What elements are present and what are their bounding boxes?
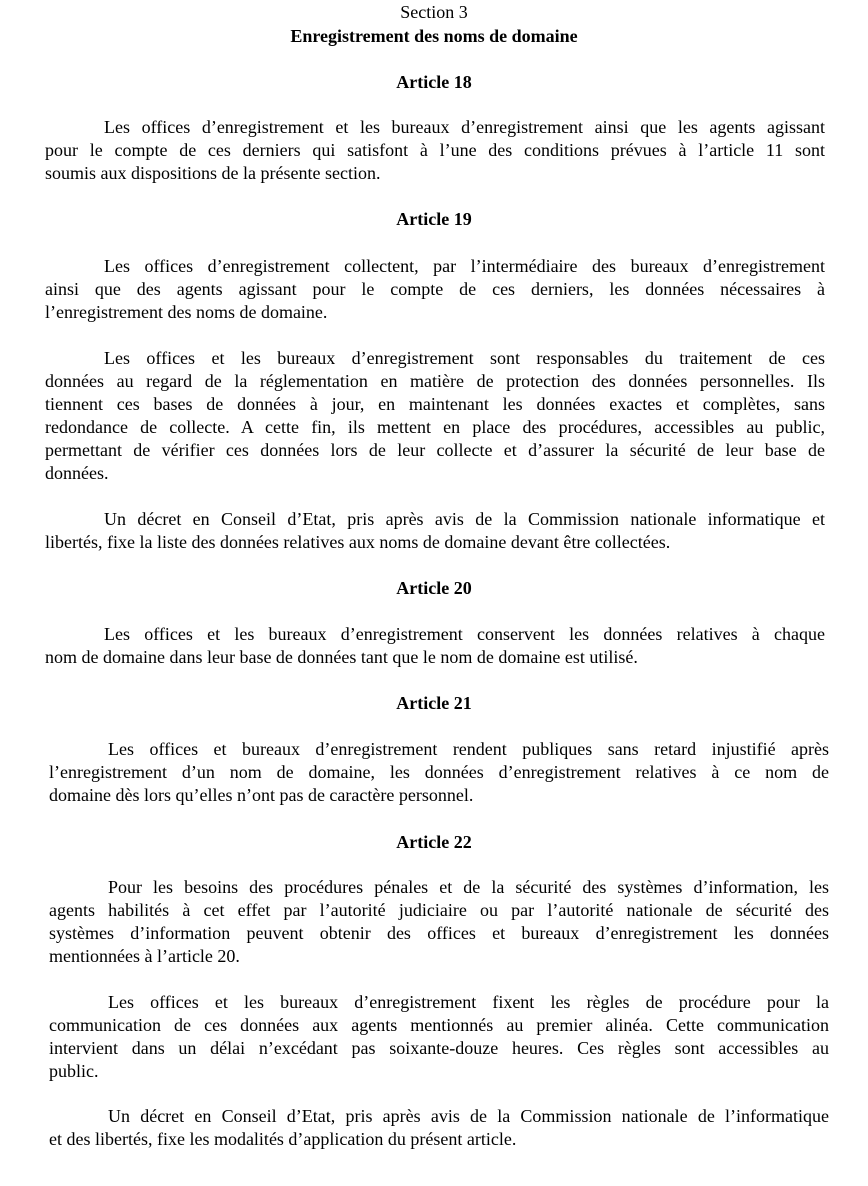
text-line: Les offices et les bureaux d’enregistrement fixent les règles de procédure pour la [108, 992, 829, 1012]
text-line: domaine dès lors qu’elles n’ont pas de caractère personnel. [49, 785, 474, 805]
article-18-heading: Article 18 [396, 72, 472, 92]
article-21-heading: Article 21 [396, 693, 472, 713]
text-line: redondance de collecte. A cette fin, ils mettent en place des procédures, accessibles au public, [45, 417, 825, 437]
text-line: tiennent ces bases de données à jour, en maintenant les données exactes et complètes, sans [45, 394, 825, 414]
text-line: nom de domaine dans leur base de données tant que le nom de domaine est utilisé. [45, 647, 638, 667]
article-19-paragraph-1 [45, 255, 825, 324]
text-line: l’enregistrement des noms de domaine. [45, 302, 328, 322]
text-line: communication de ces données aux agents mentionnés au premier alinéa. Cette communication [49, 1015, 829, 1035]
text-line: libertés, fixe la liste des données relatives aux noms de domaine devant être collectées. [45, 532, 671, 552]
text-line: intervient dans un délai n’excédant pas soixante-douze heures. Ces règles sont accessibles au [49, 1038, 829, 1058]
text-line: agents habilités à cet effet par l’autorité judiciaire ou par l’autorité nationale de sécurité des [49, 900, 829, 920]
text-line: pour le compte de ces derniers qui satisfont à l’une des conditions prévues à l’article 11 sont [45, 140, 825, 160]
text-line: Un décret en Conseil d’Etat, pris après avis de la Commission nationale informatique et [104, 509, 825, 529]
text-line: données. [45, 463, 109, 483]
text-line: permettant de vérifier ces données lors de leur collecte et d’assurer la sécurité de leur base de [45, 440, 825, 460]
text-line: Les offices et bureaux d’enregistrement rendent publiques sans retard injustifié après [108, 739, 829, 759]
text-line: Les offices et les bureaux d’enregistrement conservent les données relatives à chaque [104, 624, 825, 644]
article-22-paragraph-3 [49, 1105, 829, 1151]
article-22-paragraph-2 [49, 991, 829, 1083]
text-line: Un décret en Conseil d’Etat, pris après avis de la Commission nationale de l’informatique [108, 1106, 829, 1126]
text-line: mentionnées à l’article 20. [49, 946, 240, 966]
article-21-paragraph-1 [49, 738, 829, 807]
article-20-paragraph-1 [45, 623, 825, 669]
text-line: systèmes d’information peuvent obtenir des offices et bureaux d’enregistrement les données [49, 923, 829, 943]
article-19-paragraph-2 [45, 347, 825, 485]
article-20-heading: Article 20 [396, 578, 472, 598]
text-line: ainsi que des agents agissant pour le compte de ces derniers, les données nécessaires à [45, 279, 825, 299]
article-22-paragraph-1 [49, 876, 829, 968]
article-18-paragraph-1 [45, 116, 825, 185]
article-19-heading: Article 19 [396, 209, 472, 229]
article-19-paragraph-3 [45, 508, 825, 554]
text-line: public. [49, 1061, 99, 1081]
text-line: Les offices d’enregistrement et les bureaux d’enregistrement ainsi que les agents agissant [104, 117, 825, 137]
section-title: Enregistrement des noms de domaine [290, 26, 578, 46]
text-line: l’enregistrement d’un nom de domaine, les données d’enregistrement relatives à ce nom de [49, 762, 829, 782]
article-22-heading: Article 22 [396, 832, 472, 852]
text-line: et des libertés, fixe les modalités d’application du présent article. [49, 1129, 517, 1149]
section-label: Section 3 [400, 2, 468, 22]
text-line: soumis aux dispositions de la présente section. [45, 163, 381, 183]
text-line: Les offices et les bureaux d’enregistrement sont responsables du traitement de ces [104, 348, 825, 368]
text-line: données au regard de la réglementation en matière de protection des données personnelles. Ils [45, 371, 825, 391]
text-line: Pour les besoins des procédures pénales et de la sécurité des systèmes d’information, les [108, 877, 829, 897]
text-line: Les offices d’enregistrement collectent, par l’intermédiaire des bureaux d’enregistrement [104, 256, 825, 276]
